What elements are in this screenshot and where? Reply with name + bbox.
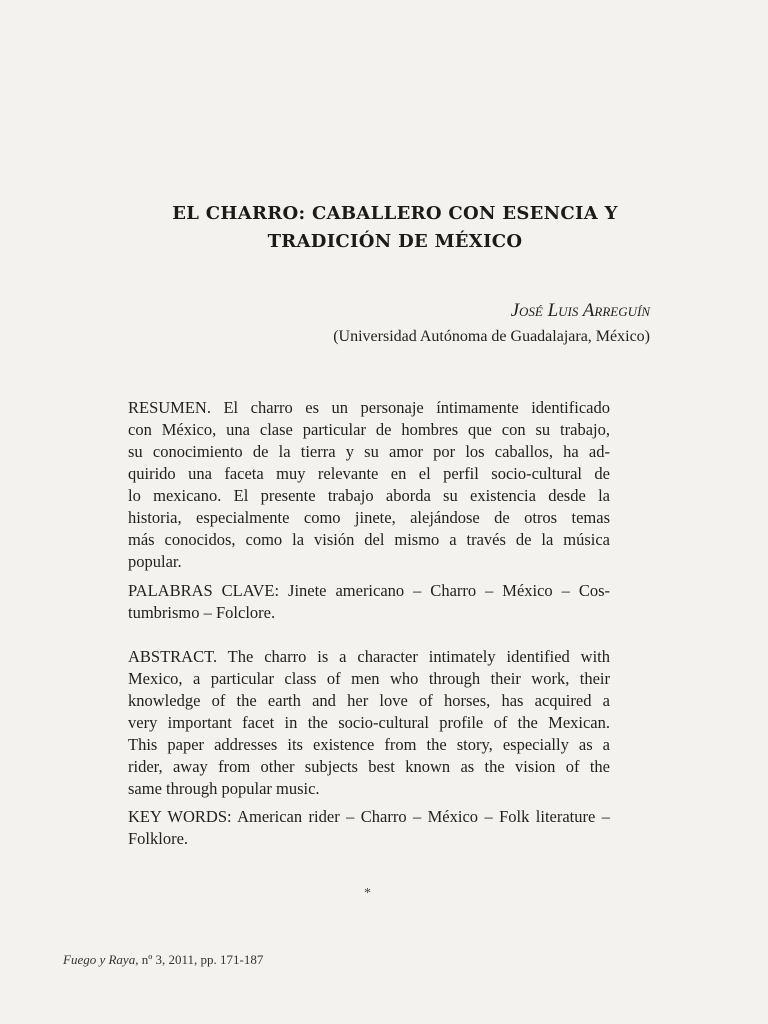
resumen-line: popular.	[128, 552, 182, 571]
palabras-clave-line: tumbrismo – Folclore.	[128, 603, 276, 622]
resumen-line: su conocimiento de la tierra y su amor por los caballos, ha ad-	[128, 442, 610, 461]
key-words-paragraph	[128, 806, 610, 850]
key-words-line: Folklore.	[128, 829, 189, 848]
key-words-line: KEY WORDS: American rider – Charro – México – Folk literature –	[128, 807, 610, 826]
abstract-line: very important facet in the socio-cultural profile of the Mexican.	[128, 713, 610, 732]
journal-footer	[63, 952, 263, 968]
abstract-line: This paper addresses its existence from the story, especially as a	[128, 735, 610, 754]
author-affiliation: (Universidad Autónoma de Guadalajara, México)	[333, 328, 650, 345]
palabras-clave-line: PALABRAS CLAVE: Jinete americano – Charro – México – Cos-	[128, 581, 610, 600]
resumen-line: historia, especialmente como jinete, alejándose de otros temas	[128, 508, 610, 527]
resumen-line: lo mexicano. El presente trabajo aborda su existencia desde la	[128, 486, 610, 505]
resumen-line: más conocidos, como la visión del mismo a través de la música	[128, 530, 610, 549]
abstract-line: rider, away from other subjects best known as the vision of the	[128, 757, 610, 776]
abstract-paragraph	[128, 646, 610, 800]
abstract-line: ABSTRACT. The charro is a character intimately identified with	[128, 647, 610, 666]
author-name: José Luis Arreguín	[510, 300, 650, 321]
abstract-line: Mexico, a particular class of men who through their work, their	[128, 669, 610, 688]
section-separator: *	[364, 886, 371, 901]
abstract-line: same through popular music.	[128, 779, 320, 798]
resumen-line: RESUMEN. El charro es un personaje íntimamente identificado	[128, 398, 610, 417]
resumen-line: quirido una faceta muy relevante en el perfil socio-cultural de	[128, 464, 610, 483]
palabras-clave-paragraph	[128, 580, 610, 624]
journal-name: Fuego y Raya	[63, 952, 136, 967]
journal-citation: , nº 3, 2011, pp. 171-187	[135, 952, 264, 967]
abstract-line: knowledge of the earth and her love of horses, has acquired a	[128, 691, 610, 710]
title-line-1: EL CHARRO: CABALLERO CON ESENCIA Y	[172, 203, 618, 224]
resumen-paragraph	[128, 397, 610, 573]
article-title	[110, 200, 680, 256]
resumen-line: con México, una clase particular de hombres que con su trabajo,	[128, 420, 610, 439]
title-line-2: TRADICIÓN DE MÉXICO	[267, 231, 523, 252]
